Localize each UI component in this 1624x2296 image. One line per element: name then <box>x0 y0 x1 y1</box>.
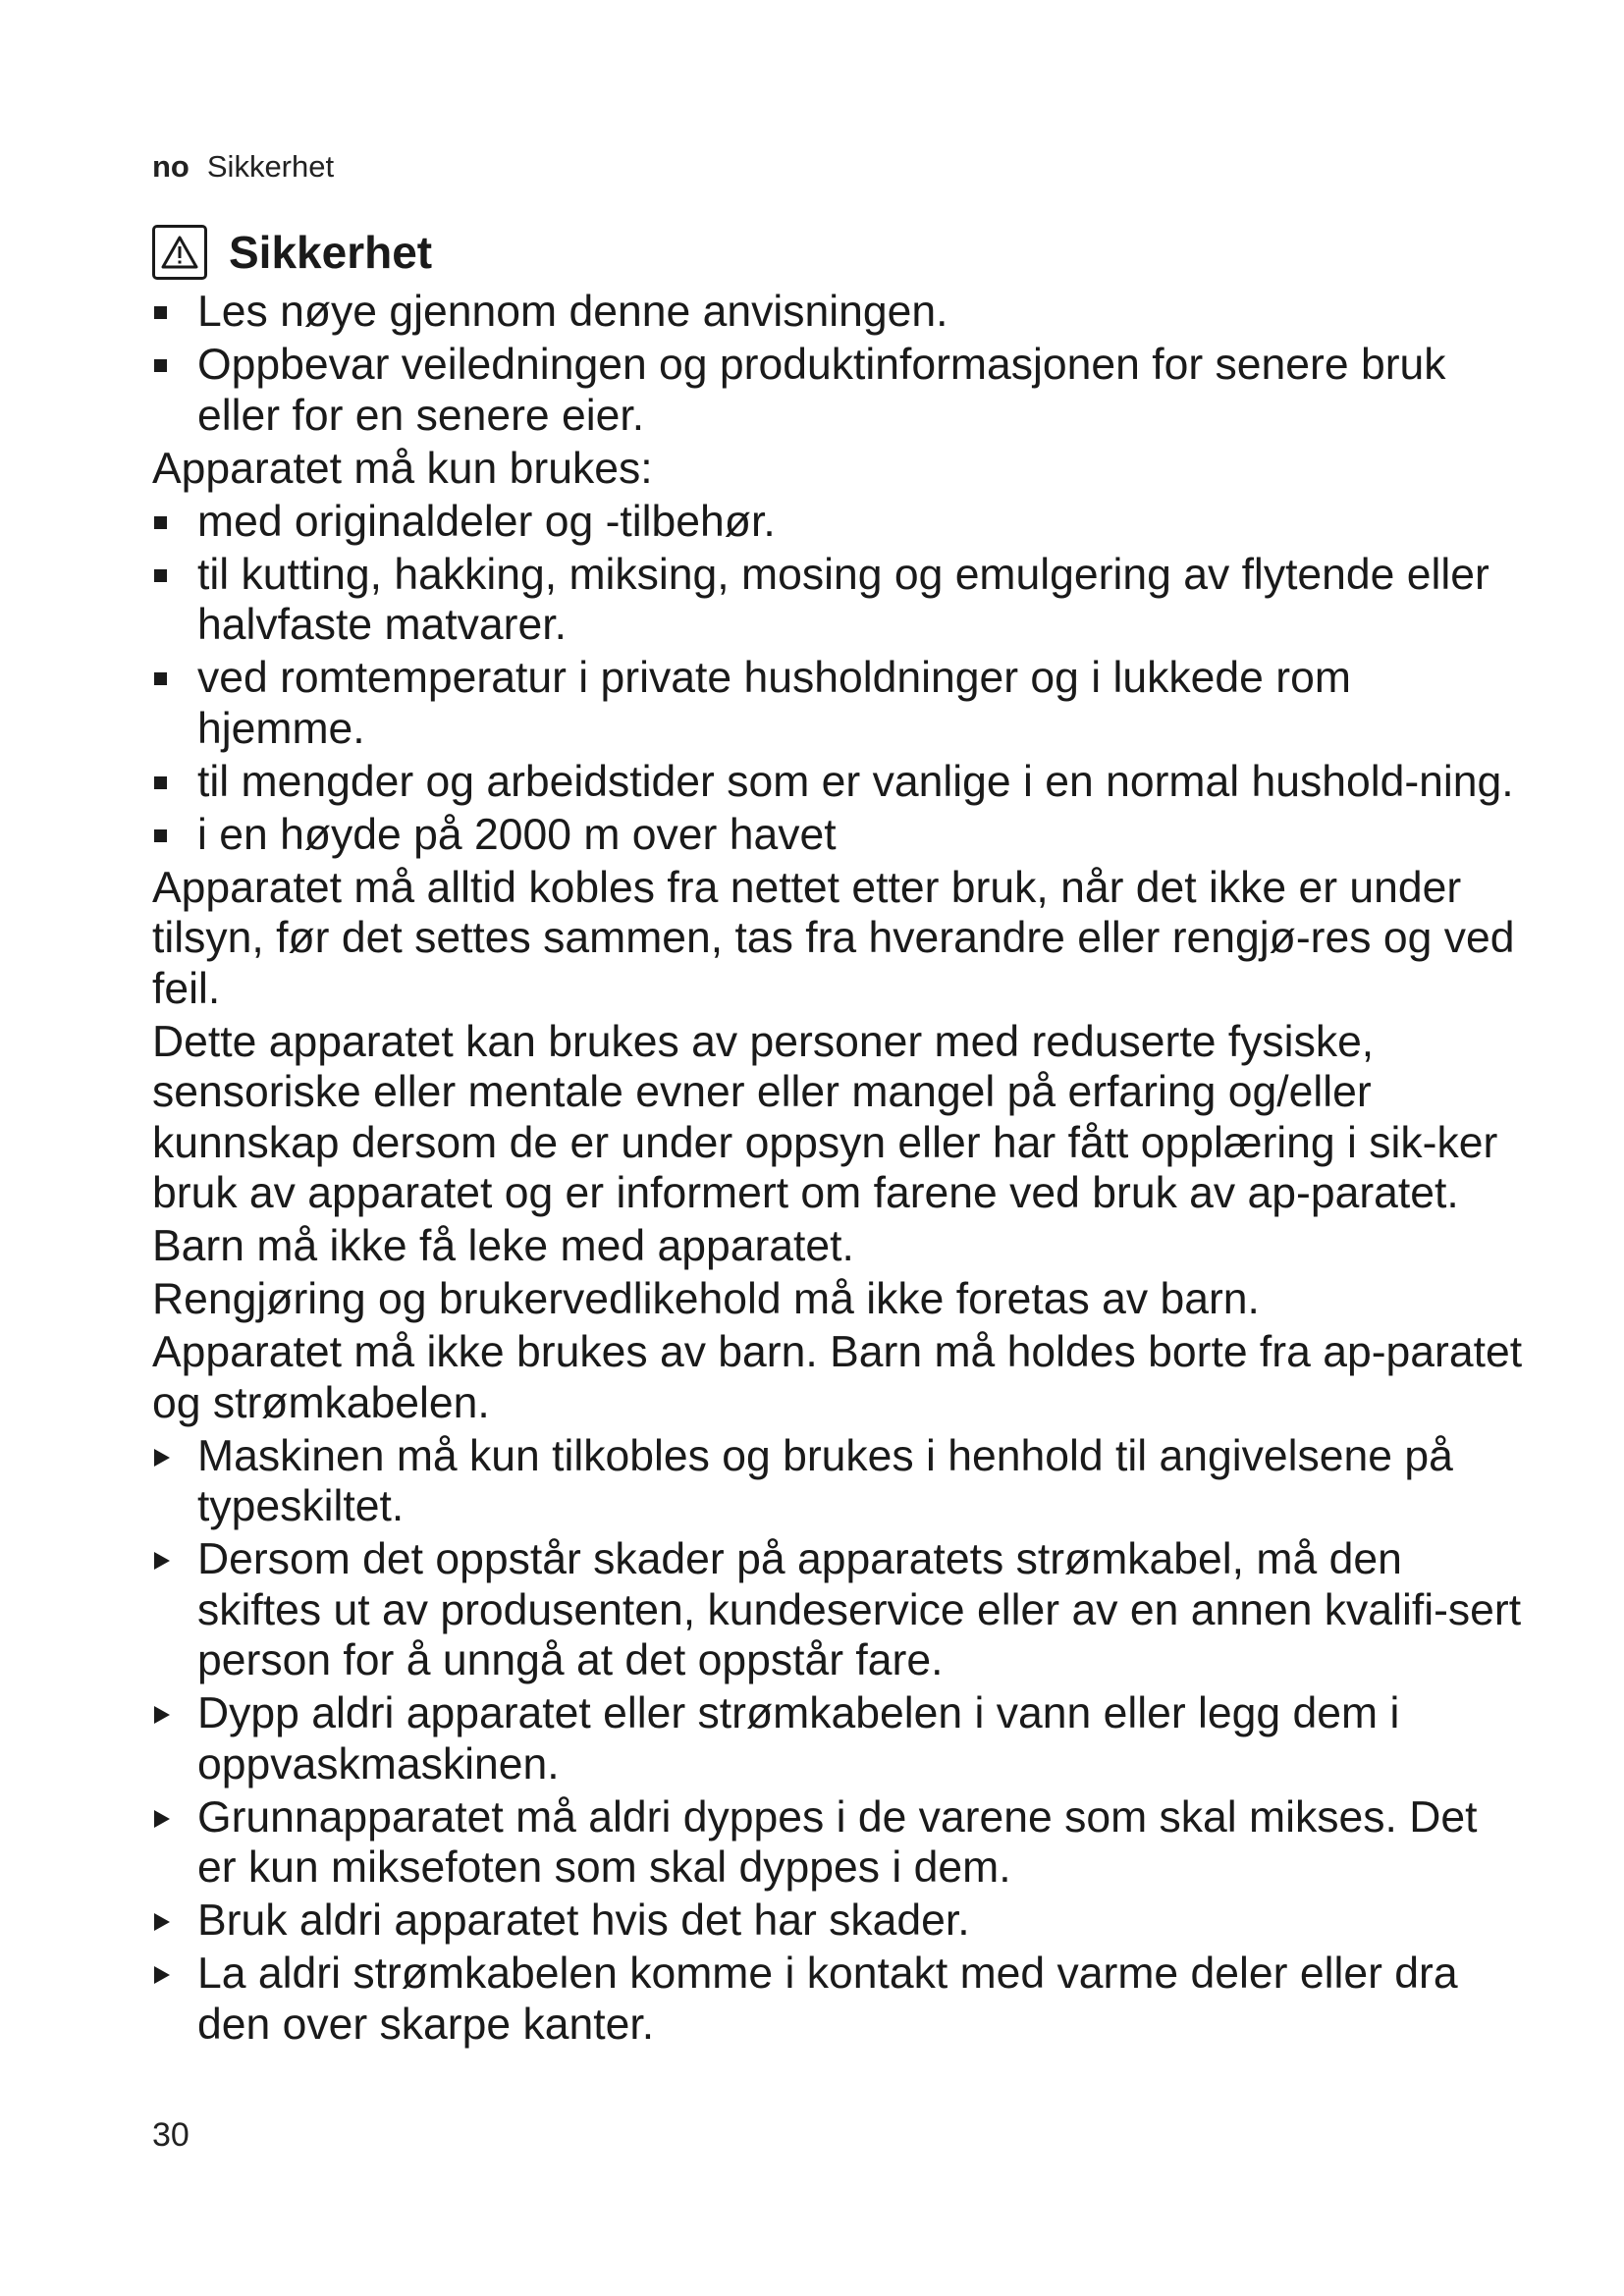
usage-heading: Apparatet må kun brukes: <box>152 444 653 493</box>
list-item: til mengder og arbeidstider som er vanlige i en normal hushold-ning. <box>152 757 1527 808</box>
language-code: no <box>152 149 189 184</box>
section-title-row <box>152 222 1527 283</box>
page-number: 30 <box>152 2116 189 2154</box>
paragraph: Apparatet må ikke brukes av barn. Barn må holdes borte fra ap-paratet og strømkabelen. <box>152 1328 1523 1427</box>
instruction-step: Dersom det oppstår skader på apparatets strømkabel, må den skiftes ut av produsenten, kundeservice eller av en annen kvalifi-sert person for å unngå at det oppstår fare. <box>152 1534 1527 1686</box>
arrow-right-icon <box>154 1913 170 1931</box>
page-header <box>152 147 1527 187</box>
list-item: Les nøye gjennom denne anvisningen. <box>152 287 1527 338</box>
instruction-step: Grunnapparatet må aldri dyppes i de varene som skal mikses. Det er kun miksefoten som skal dyppes i dem. <box>152 1792 1527 1894</box>
list-item: Oppbevar veiledningen og produktinformasjonen for senere bruk eller for en senere eier. <box>152 340 1527 441</box>
bullet-square-icon <box>154 776 167 789</box>
page <box>152 147 1527 2053</box>
bullet-square-icon <box>154 829 167 842</box>
list-item: til kutting, hakking, miksing, mosing og emulgering av flytende eller halvfaste matvarer. <box>152 550 1527 651</box>
paragraph: Barn må ikke få leke med apparatet. <box>152 1222 854 1270</box>
arrow-right-icon <box>154 1449 170 1467</box>
arrow-right-icon <box>154 1552 170 1570</box>
bullet-square-icon <box>154 672 167 685</box>
list-item: ved romtemperatur i private husholdninger og i lukkede rom hjemme. <box>152 653 1527 754</box>
paragraph: Apparatet må alltid kobles fra nettet etter bruk, når det ikke er under tilsyn, før det settes sammen, tas fra hverandre eller rengjø-res og ved feil. <box>152 863 1515 1013</box>
bullet-square-icon <box>154 569 167 582</box>
safety-content <box>152 287 1527 2050</box>
paragraph: Rengjøring og brukervedlikehold må ikke foretas av barn. <box>152 1275 1260 1323</box>
list-item: med originaldeler og -tilbehør. <box>152 497 1527 548</box>
warning-triangle-icon <box>152 225 207 280</box>
header-section: Sikkerhet <box>206 149 335 184</box>
bullet-square-icon <box>154 516 167 529</box>
paragraph: Dette apparatet kan brukes av personer med reduserte fysiske, sensoriske eller mentale evner eller mangel på erfaring og/eller kunnskap dersom de er under oppsyn eller har fått opplæring i sik-ker bruk av apparatet og er informert om farene ved bruk av ap-paratet. <box>152 1017 1498 1217</box>
list-item: i en høyde på 2000 m over havet <box>152 810 1527 861</box>
arrow-right-icon <box>154 1810 170 1828</box>
instruction-step: Maskinen må kun tilkobles og brukes i henhold til angivelsene på typeskiltet. <box>152 1431 1527 1532</box>
instruction-step: Dypp aldri apparatet eller strømkabelen i vann eller legg dem i oppvaskmaskinen. <box>152 1688 1527 1789</box>
arrow-right-icon <box>154 1706 170 1724</box>
bullet-square-icon <box>154 359 167 372</box>
instruction-step: La aldri strømkabelen komme i kontakt med varme deler eller dra den over skarpe kanter. <box>152 1949 1527 2050</box>
arrow-right-icon <box>154 1966 170 1984</box>
bullet-square-icon <box>154 306 167 319</box>
instruction-step: Bruk aldri apparatet hvis det har skader. <box>152 1896 1527 1947</box>
section-title: Sikkerhet <box>229 227 433 278</box>
